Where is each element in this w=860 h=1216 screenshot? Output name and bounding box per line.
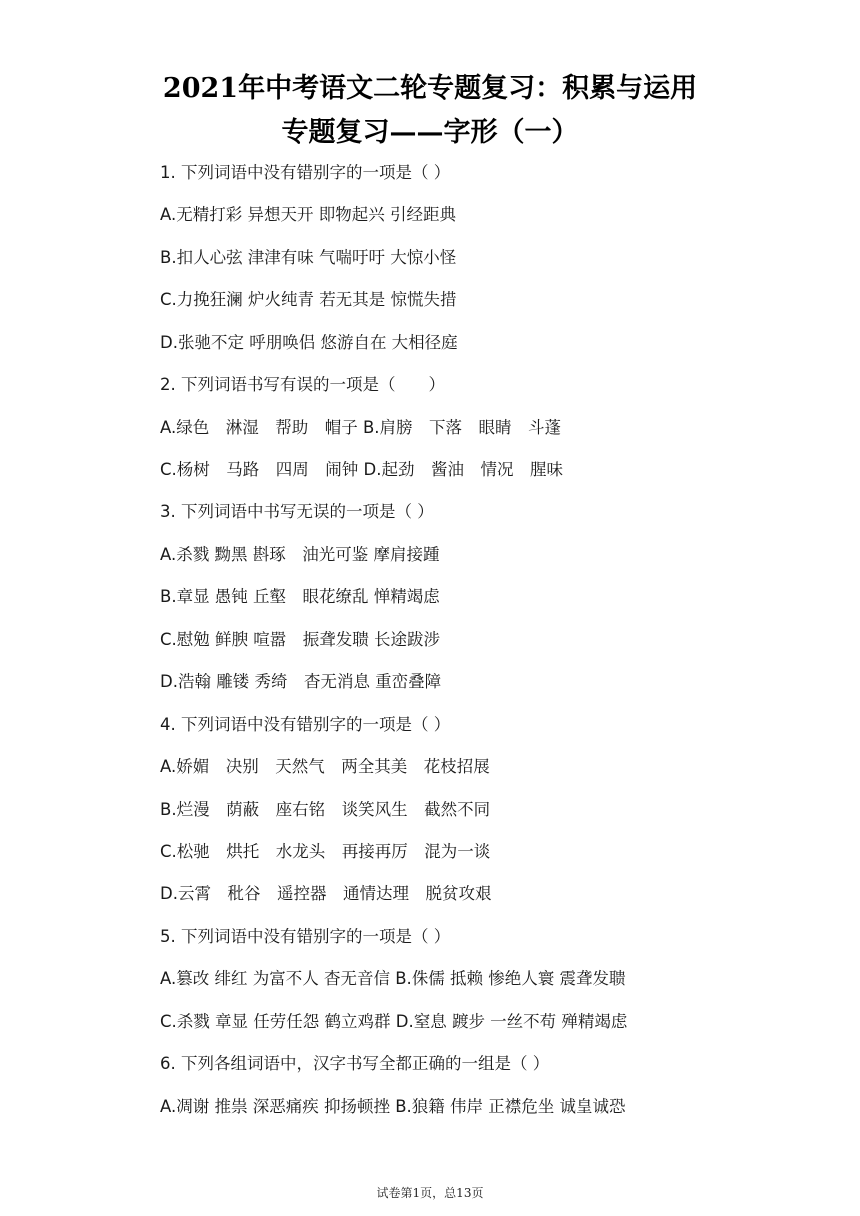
question-6-options-ab: A.凋谢 推祟 深恶痛疾 抑扬顿挫 B.狼籍 伟岸 正襟危坐 诚皇诚恐 (160, 1097, 626, 1116)
question-4-option-a: A.娇媚 决别 天然气 两全其美 花枝招展 (160, 757, 490, 776)
question-5-stem: 5. 下列词语中没有错别字的一项是（ ） (160, 927, 451, 946)
question-2-options-ab: A.绿色 淋湿 帮助 帽子 B.肩膀 下落 眼睛 斗蓬 (160, 418, 562, 437)
question-3-option-b: B.章显 愚钝 丘壑 眼花缭乱 惮精竭虑 (160, 587, 440, 606)
question-4-option-c: C.松驰 烘托 水龙头 再接再厉 混为一谈 (160, 842, 491, 861)
question-5-options-cd: C.杀戮 章显 任劳任怨 鹤立鸡群 D.窒息 踱步 一丝不苟 殚精竭虑 (160, 1012, 628, 1031)
question-3-option-d: D.浩翰 雕镂 秀绮 杳无消息 重峦叠障 (160, 672, 442, 691)
question-4-stem: 4. 下列词语中没有错别字的一项是（ ） (160, 715, 451, 734)
question-1-option-a: A.无精打彩 异想天开 即物起兴 引经距典 (160, 205, 456, 224)
document-title-line2: 专题复习——字形（一） (281, 117, 579, 148)
question-5-options-ab: A.篡改 绯红 为富不人 杳无音信 B.侏儒 抵赖 惨绝人寰 震聋发聩 (160, 969, 626, 988)
question-3-option-c: C.慰勉 鲜腴 喧嚣 振聋发聩 长途跋涉 (160, 630, 441, 649)
question-1-option-d: D.张驰不定 呼朋唤侣 悠游自在 大相径庭 (160, 333, 458, 352)
question-3-option-a: A.杀戮 黝黑 斟琢 油光可鉴 摩肩接踵 (160, 545, 440, 564)
question-3-stem: 3. 下列词语中书写无误的一项是（ ） (160, 502, 434, 521)
question-1-option-c: C.力挽狂澜 炉火纯青 若无其是 惊慌失措 (160, 290, 457, 309)
question-1-stem: 1. 下列词语中没有错别字的一项是（ ） (160, 163, 451, 182)
question-4-option-b: B.烂漫 荫蔽 座右铭 谈笑风生 截然不同 (160, 800, 491, 819)
question-2-options-cd: C.杨树 马路 四周 闹钟 D.起劲 酱油 情况 腥味 (160, 460, 563, 479)
page-footer: 试卷第1页，总13页 (376, 1186, 484, 1200)
document-title-line1: 2021年中考语文二轮专题复习：积累与运用 (162, 73, 698, 104)
question-1-option-b: B.扣人心弦 津津有味 气喘吁吁 大惊小怪 (160, 248, 457, 267)
question-2-stem: 2. 下列词语书写有误的一项是（ ） (160, 375, 445, 394)
question-6-stem: 6. 下列各组词语中，汉字书写全都正确的一组是（ ） (160, 1054, 550, 1073)
question-4-option-d: D.云霄 秕谷 遥控器 通情达理 脱贫攻艰 (160, 884, 492, 903)
